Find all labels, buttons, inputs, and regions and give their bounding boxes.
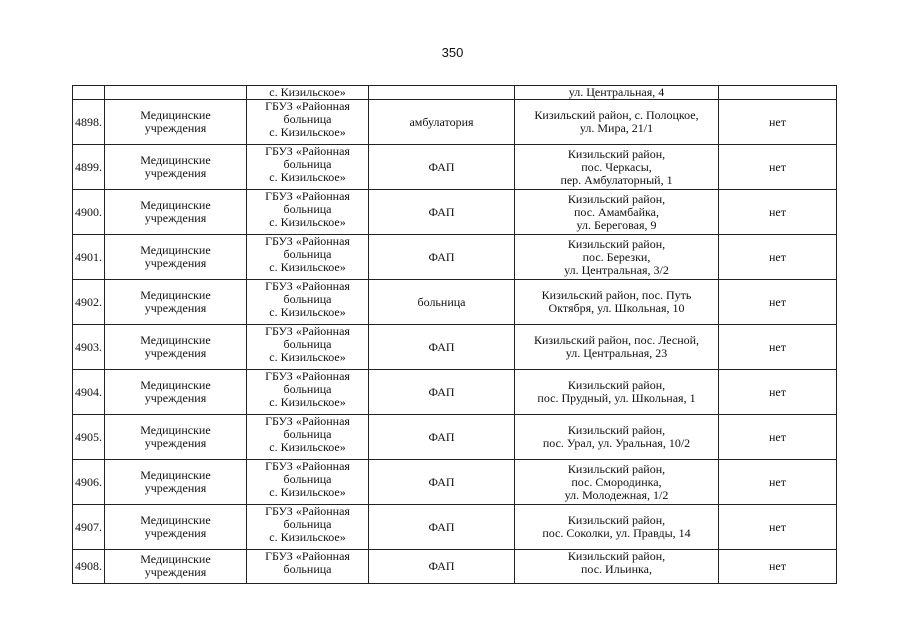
cell-line: учреждения [144, 481, 207, 495]
cell-line: Медицинские [140, 552, 211, 566]
cell-line: ГБУЗ «Районная [265, 414, 350, 428]
cell-line: пер. Амбулаторный, 1 [560, 172, 673, 187]
cell-line: учреждения [144, 346, 207, 360]
cell-value: нет [719, 505, 837, 550]
cell-num: 4902. [73, 280, 105, 325]
cell-line: с. Кизильское» [269, 350, 346, 364]
cell-line: с. Кизильское» [269, 395, 346, 409]
cell-line: Кизильский район, с. Полоцкое, [534, 108, 699, 122]
cell-line: с. Кизильское» [269, 260, 346, 274]
table-row [73, 505, 837, 550]
cell-line: больница [283, 202, 332, 216]
cell-address [515, 190, 719, 235]
cell-line: Кизильский район, [567, 461, 666, 476]
cell-value [719, 86, 837, 100]
cell-line: больница [283, 562, 332, 576]
cell-type: ФАП [369, 325, 515, 370]
cell-category [105, 86, 247, 100]
cell-type: ФАП [369, 550, 515, 584]
cell-line: ГБУЗ «Районная [265, 234, 350, 248]
cell-value: нет [719, 235, 837, 280]
cell-line: Медицинские [140, 513, 211, 527]
cell-num: 4904. [73, 370, 105, 415]
cell-line: Кизильский район, [567, 191, 666, 206]
cell-category [105, 235, 247, 280]
cell-line: Медицинские [140, 378, 211, 392]
cell-line: Медицинские [140, 198, 211, 212]
cell-address [515, 460, 719, 505]
cell-category [105, 460, 247, 505]
cell-line: Медицинские [140, 153, 211, 167]
cell-line: с. Кизильское» [269, 485, 346, 499]
cell-type: ФАП [369, 505, 515, 550]
cell-line: ул. Молодежная, 1/2 [564, 487, 669, 502]
cell-address [515, 145, 719, 190]
cell-address [515, 235, 719, 280]
cell-line: больница [283, 472, 332, 486]
cell-organization [247, 370, 369, 415]
cell-line: ГБУЗ «Районная [265, 459, 350, 473]
cell-address [515, 100, 719, 145]
cell-type: ФАП [369, 415, 515, 460]
cell-organization [247, 280, 369, 325]
cell-address [515, 280, 719, 325]
cell-line: пос. Черкасы, [581, 159, 652, 174]
cell-value: нет [719, 415, 837, 460]
cell-line: больница [283, 292, 332, 306]
table-row [73, 145, 837, 190]
cell-category [105, 505, 247, 550]
cell-line: ул. Береговая, 9 [576, 217, 657, 232]
cell-num: 4899. [73, 145, 105, 190]
cell-line: Кизильский район, [567, 146, 666, 161]
cell-organization [247, 550, 369, 584]
cell-type: ФАП [369, 145, 515, 190]
cell-line: учреждения [144, 211, 207, 225]
table-row [73, 370, 837, 415]
cell-line: учреждения [144, 301, 207, 315]
cell-line: ГБУЗ «Районная [265, 279, 350, 293]
cell-line: ГБУЗ «Районная [265, 369, 350, 383]
cell-category [105, 145, 247, 190]
cell-address [515, 415, 719, 460]
cell-line: пос. Урал, ул. Уральная, 10/2 [542, 436, 691, 450]
cell-line: больница [283, 112, 332, 126]
cell-category [105, 370, 247, 415]
cell-num: 4901. [73, 235, 105, 280]
cell-organization [247, 325, 369, 370]
cell-category [105, 280, 247, 325]
cell-line: Кизильский район, [567, 236, 666, 251]
cell-line: ГБУЗ «Районная [265, 144, 350, 158]
cell-type: больница [369, 280, 515, 325]
cell-line: учреждения [144, 526, 207, 540]
cell-num [73, 86, 105, 100]
table-row-continuation [73, 86, 837, 100]
cell-line: больница [283, 382, 332, 396]
cell-line: с. Кизильское» [269, 440, 346, 454]
cell-category [105, 415, 247, 460]
cell-line: ГБУЗ «Районная [265, 549, 350, 563]
cell-line: Медицинские [140, 333, 211, 347]
cell-organization [247, 460, 369, 505]
cell-category [105, 100, 247, 145]
table-row [73, 325, 837, 370]
cell-line: ул. Центральная, 3/2 [564, 262, 669, 277]
cell-line: ул. Центральная, 4 [568, 85, 665, 99]
cell-line: ГБУЗ «Районная [265, 189, 350, 203]
table-row [73, 280, 837, 325]
cell-line: Кизильский район, [567, 513, 666, 527]
cell-type: ФАП [369, 460, 515, 505]
cell-value: нет [719, 145, 837, 190]
cell-num: 4907. [73, 505, 105, 550]
cell-address [515, 325, 719, 370]
cell-line: учреждения [144, 121, 207, 135]
cell-value: нет [719, 370, 837, 415]
cell-num: 4898. [73, 100, 105, 145]
cell-value: нет [719, 325, 837, 370]
cell-line: ул. Мира, 21/1 [579, 121, 654, 135]
cell-line: больница [283, 337, 332, 351]
cell-organization [247, 100, 369, 145]
cell-line: Кизильский район, [567, 423, 666, 437]
cell-line: с. Кизильское» [269, 125, 346, 139]
cell-line: с. Кизильское» [269, 85, 346, 99]
facilities-table [72, 85, 837, 584]
cell-line: больница [283, 517, 332, 531]
cell-line: с. Кизильское» [269, 305, 346, 319]
table-row [73, 550, 837, 584]
cell-type [369, 86, 515, 100]
cell-line: пос. Березки, [582, 249, 651, 264]
cell-line: учреждения [144, 436, 207, 450]
cell-organization [247, 190, 369, 235]
table-row [73, 235, 837, 280]
page-number: 350 [441, 45, 464, 60]
cell-value: нет [719, 460, 837, 505]
cell-organization [247, 505, 369, 550]
cell-line: Медицинские [140, 288, 211, 302]
cell-line: с. Кизильское» [269, 170, 346, 184]
cell-line: больница [283, 247, 332, 261]
cell-line: больница [283, 427, 332, 441]
table-row [73, 190, 837, 235]
cell-num: 4905. [73, 415, 105, 460]
table-row [73, 100, 837, 145]
cell-line: ГБУЗ «Районная [265, 504, 350, 518]
cell-line: Октября, ул. Школьная, 10 [548, 301, 685, 315]
cell-line: учреждения [144, 565, 207, 579]
cell-organization [247, 415, 369, 460]
cell-line: Медицинские [140, 423, 211, 437]
cell-num: 4900. [73, 190, 105, 235]
cell-category [105, 550, 247, 584]
cell-line: ул. Центральная, 23 [565, 346, 668, 360]
cell-line: с. Кизильское» [269, 215, 346, 229]
cell-num: 4908. [73, 550, 105, 584]
cell-line: Кизильский район, [567, 378, 666, 392]
table-row [73, 460, 837, 505]
cell-category [105, 190, 247, 235]
cell-line: пос. Соколки, ул. Правды, 14 [542, 526, 691, 540]
cell-organization [247, 235, 369, 280]
cell-line: ГБУЗ «Районная [265, 324, 350, 338]
table-row [73, 415, 837, 460]
cell-line: учреждения [144, 256, 207, 270]
cell-value: нет [719, 550, 837, 584]
cell-line: учреждения [144, 166, 207, 180]
cell-address [515, 86, 719, 100]
cell-line: пос. Ильинка, [581, 562, 652, 576]
cell-line: пос. Амамбайка, [574, 204, 659, 219]
cell-line: Кизильский район, пос. Лесной, [533, 333, 700, 347]
table-body [73, 86, 837, 584]
cell-line: учреждения [144, 391, 207, 405]
cell-num: 4903. [73, 325, 105, 370]
cell-line: Кизильский район, пос. Путь [541, 288, 692, 302]
cell-type: ФАП [369, 235, 515, 280]
cell-line: Медицинские [140, 243, 211, 257]
cell-address [515, 370, 719, 415]
cell-organization [247, 145, 369, 190]
cell-line: Кизильский район, [567, 549, 666, 563]
cell-address [515, 505, 719, 550]
cell-line: больница [283, 157, 332, 171]
cell-line: Медицинские [140, 468, 211, 482]
cell-type: ФАП [369, 190, 515, 235]
cell-value: нет [719, 280, 837, 325]
cell-organization [247, 86, 369, 100]
cell-address [515, 550, 719, 584]
cell-type: ФАП [369, 370, 515, 415]
cell-type: амбулатория [369, 100, 515, 145]
cell-line: с. Кизильское» [269, 530, 346, 544]
cell-value: нет [719, 190, 837, 235]
cell-line: пос. Прудный, ул. Школьная, 1 [537, 391, 696, 405]
cell-num: 4906. [73, 460, 105, 505]
cell-category [105, 325, 247, 370]
cell-line: пос. Смородинка, [571, 474, 662, 489]
cell-line: ГБУЗ «Районная [265, 99, 350, 113]
cell-line: Медицинские [140, 108, 211, 122]
cell-value: нет [719, 100, 837, 145]
